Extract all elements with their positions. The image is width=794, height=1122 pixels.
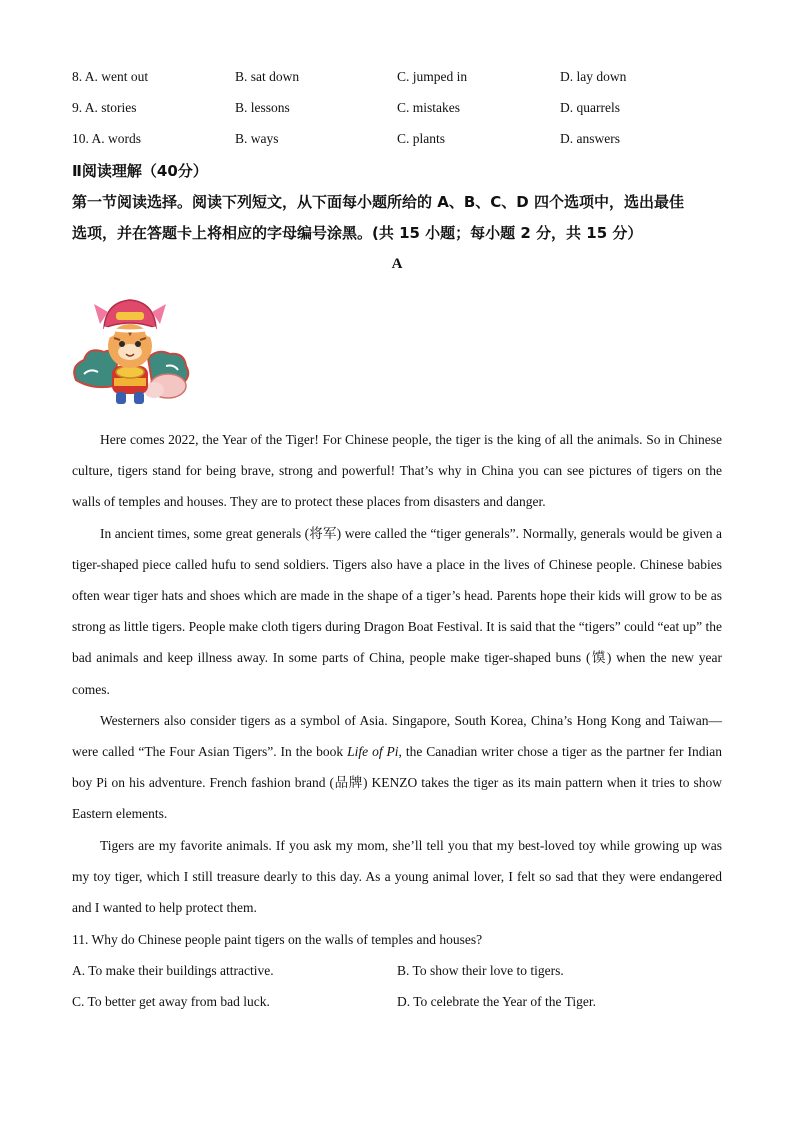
paragraph-3-text-end: , the Canadian writer chose a tiger as the partner fer Indian boy Pi on his adventure. French fashion brand (品牌) KENZO takes the tiger as its main pattern when it tries to show Eastern elements.: [72, 744, 722, 822]
option-c: C. mistakes: [397, 100, 460, 115]
paragraph-1: Here comes 2022, the Year of the Tiger! For Chinese people, the tiger is the king of all the animals. So in Chinese culture, tigers stand for being brave, strong and powerful! That’s why in China you can see pictures of tigers on the walls of temples and houses. They are to protect these places from disasters and danger.: [72, 432, 722, 510]
passage-label: A: [391, 256, 403, 272]
paragraph-3-text-start: Westerners also consider tigers as a symbol of Asia. Singapore, South Korea, China’s Hong Kong and Taiwan—were called “The Four Asian Tigers”. In the book: [72, 712, 722, 760]
question-11-option-b: B. To show their love to tigers.: [397, 963, 564, 978]
option-b: B. lessons: [235, 100, 290, 115]
question-11-option-a: A. To make their buildings attractive.: [72, 963, 274, 978]
option-d: D. answers: [560, 131, 620, 146]
instructions-line-1: 第一节阅读选择。阅读下列短文，从下面每小题所给的 A、B、C、D 四个选项中，选出最佳: [72, 193, 684, 211]
cloze-option-row-8: [72, 69, 732, 89]
option-b: B. sat down: [235, 69, 300, 84]
option-a: 10. A. words: [72, 131, 142, 146]
option-d: D. lay down: [560, 69, 627, 84]
question-11-option-c: C. To better get away from bad luck.: [72, 994, 270, 1009]
cloze-option-row-10: [72, 131, 732, 151]
question-11-option-d: D. To celebrate the Year of the Tiger.: [397, 994, 597, 1009]
option-c: C. plants: [397, 131, 446, 146]
option-b: B. ways: [235, 131, 279, 146]
option-c: C. jumped in: [397, 69, 468, 84]
paragraph-4: Tigers are my favorite animals. If you ask my mom, she’ll tell you that my best-loved toy while growing up was my toy tiger, which I still treasure dearly to this day. As a young animal lover, I felt so sad that they were endangered and I wanted to help protect them.: [72, 837, 722, 916]
instructions-line-2: 选项，并在答题卡上将相应的字母编号涂黑。(共 15 小题；每小题 2 分，共 15 分）: [72, 224, 643, 242]
option-d: D. quarrels: [560, 100, 620, 115]
question-11-stem: 11. Why do Chinese people paint tigers on the walls of temples and houses?: [72, 932, 483, 947]
section-heading: Ⅱ阅读理解（40分）: [72, 162, 208, 180]
passage-body: [72, 424, 722, 923]
cloze-option-row-9: [72, 100, 732, 120]
paragraph-3: [72, 705, 722, 830]
book-title: Life of Pi: [347, 744, 399, 760]
option-a: 8. A. went out: [72, 69, 149, 84]
cartoon-tiger-lion-dance-icon: [70, 294, 190, 412]
paragraph-2: In ancient times, some great generals (将军) were called the “tiger generals”. Normally, generals would be given a tiger-shaped piece called hufu to send soldiers. Tigers also have a place in the lives of Chinese people. Chinese babies often wear tiger hats and shoes which are made in the shape of a tiger’s head. Parents hope their kids will grow to be as strong as little tigers. People make cloth tigers during Dragon Boat Festival. It is said that the “tigers” could “eat up” the bad animals and keep illness away. In some parts of China, people make tiger-shaped buns (馍) when the new year comes.: [72, 525, 722, 697]
option-a: 9. A. stories: [72, 100, 137, 115]
